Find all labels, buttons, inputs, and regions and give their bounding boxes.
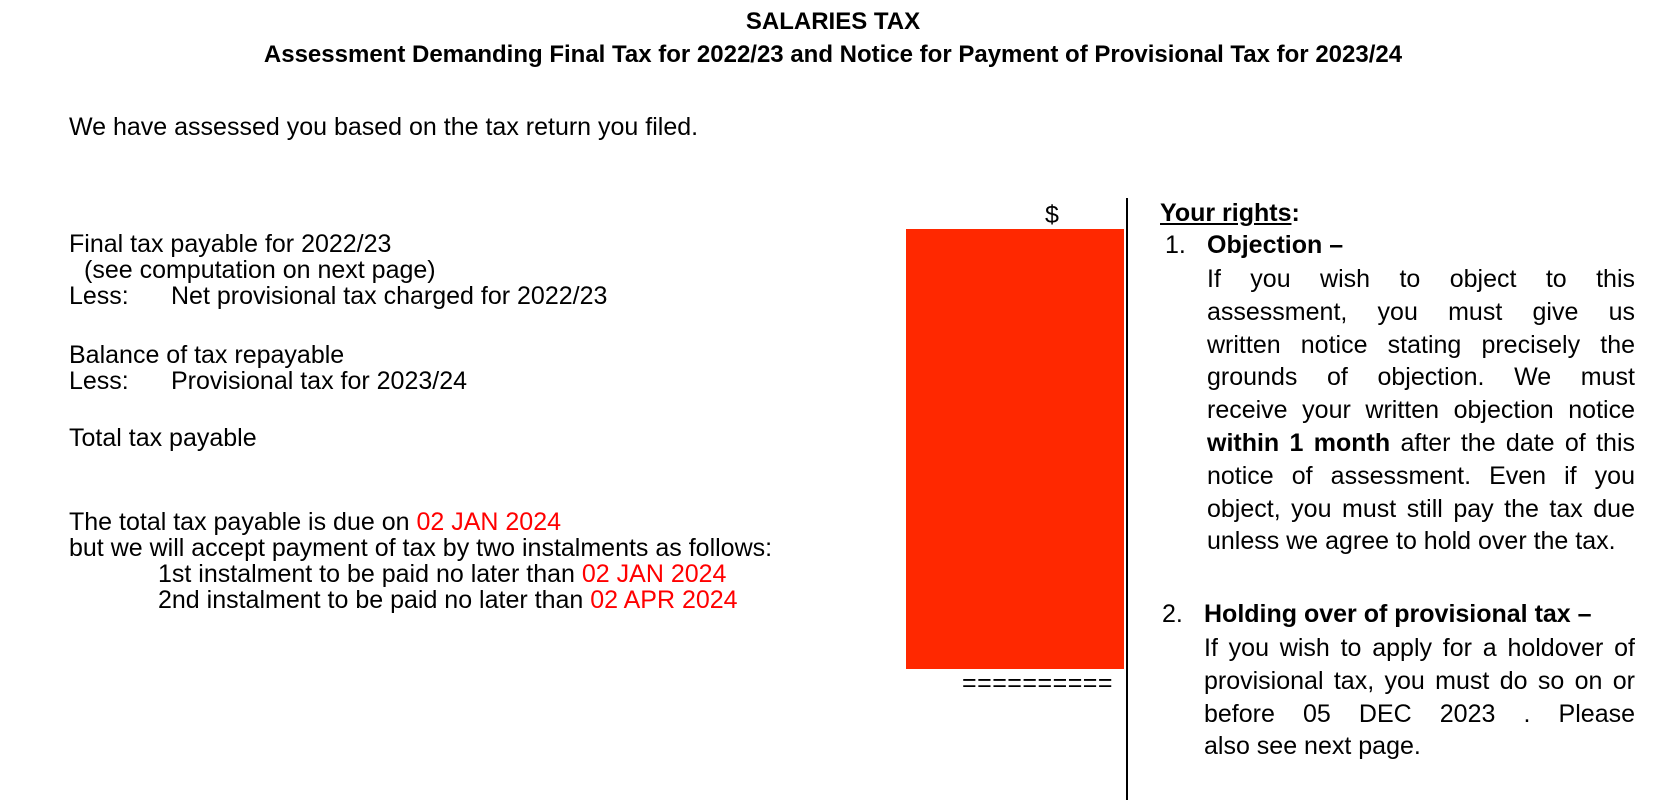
second-instalment-label: 2nd instalment to be paid no later than bbox=[158, 586, 584, 614]
deadline-emphasis: within 1 month bbox=[1207, 428, 1391, 457]
second-instalment-line bbox=[158, 587, 738, 613]
rights-heading: Your rights: bbox=[1160, 199, 1300, 227]
objection-line-4: grounds of objection. We must bbox=[1207, 363, 1635, 392]
final-tax-label: Final tax payable for 2022/23 bbox=[69, 230, 392, 258]
objection-text bbox=[1207, 263, 1635, 558]
less-label-1: Less: bbox=[69, 282, 129, 310]
due-date: 02 JAN 2024 bbox=[416, 508, 562, 536]
less-label-2: Less: bbox=[69, 367, 129, 395]
total-underline: ========== bbox=[962, 669, 1113, 697]
holdover-line-4: also see next page. bbox=[1204, 732, 1421, 761]
balance-label: Balance of tax repayable bbox=[69, 341, 345, 369]
objection-line-2: assessment, you must give us bbox=[1207, 297, 1635, 326]
second-instalment-date: 02 APR 2024 bbox=[590, 586, 738, 614]
net-provisional-tax-label: Net provisional tax charged for 2022/23 bbox=[171, 282, 608, 310]
document-subtitle: Assessment Demanding Final Tax for 2022/23 and Notice for Payment of Provisional Tax for 2023/24 bbox=[263, 41, 1403, 68]
holdover-line-1: If you wish to apply for a holdover of bbox=[1204, 634, 1635, 662]
first-instalment-date: 02 JAN 2024 bbox=[581, 560, 727, 588]
objection-number: 1. bbox=[1165, 231, 1186, 259]
objection-line-7: notice of assessment. Even if you bbox=[1207, 461, 1635, 490]
holdover-number: 2. bbox=[1162, 600, 1183, 628]
objection-title: Objection – bbox=[1207, 231, 1344, 259]
first-instalment-line bbox=[158, 561, 726, 587]
objection-line-8: object, you must still pay the tax due bbox=[1207, 494, 1635, 523]
provisional-tax-label: Provisional tax for 2023/24 bbox=[171, 367, 468, 395]
currency-symbol: $ bbox=[1045, 201, 1059, 229]
objection-line-9: unless we agree to hold over the tax. bbox=[1207, 527, 1616, 556]
objection-line-3: written notice stating precisely the bbox=[1207, 330, 1635, 359]
holdover-deadline-date: 05 DEC 2023 bbox=[1303, 699, 1496, 728]
document-title: SALARIES TAX bbox=[745, 8, 921, 35]
instalment-intro: but we will accept payment of tax by two instalments as follows: bbox=[69, 534, 773, 562]
holdover-line-2: provisional tax, you must do so on or bbox=[1204, 666, 1635, 695]
first-instalment-label: 1st instalment to be paid no later than bbox=[158, 560, 575, 588]
holdover-line-3: before 05 DEC 2023 . Please bbox=[1204, 699, 1635, 728]
objection-line-1: If you wish to object to this bbox=[1207, 265, 1635, 293]
redacted-amounts bbox=[906, 229, 1124, 669]
total-tax-label: Total tax payable bbox=[69, 424, 257, 452]
due-prefix: The total tax payable is due on bbox=[69, 508, 410, 536]
holdover-text bbox=[1204, 632, 1635, 763]
objection-line-5: receive your written objection notice bbox=[1207, 396, 1635, 425]
due-line bbox=[69, 509, 561, 535]
intro-text: We have assessed you based on the tax return you filed. bbox=[69, 113, 699, 141]
holdover-title: Holding over of provisional tax – bbox=[1204, 600, 1592, 628]
column-divider bbox=[1126, 198, 1128, 800]
objection-line-6: within 1 month after the date of this bbox=[1207, 428, 1635, 457]
see-computation-note: (see computation on next page) bbox=[84, 256, 436, 284]
